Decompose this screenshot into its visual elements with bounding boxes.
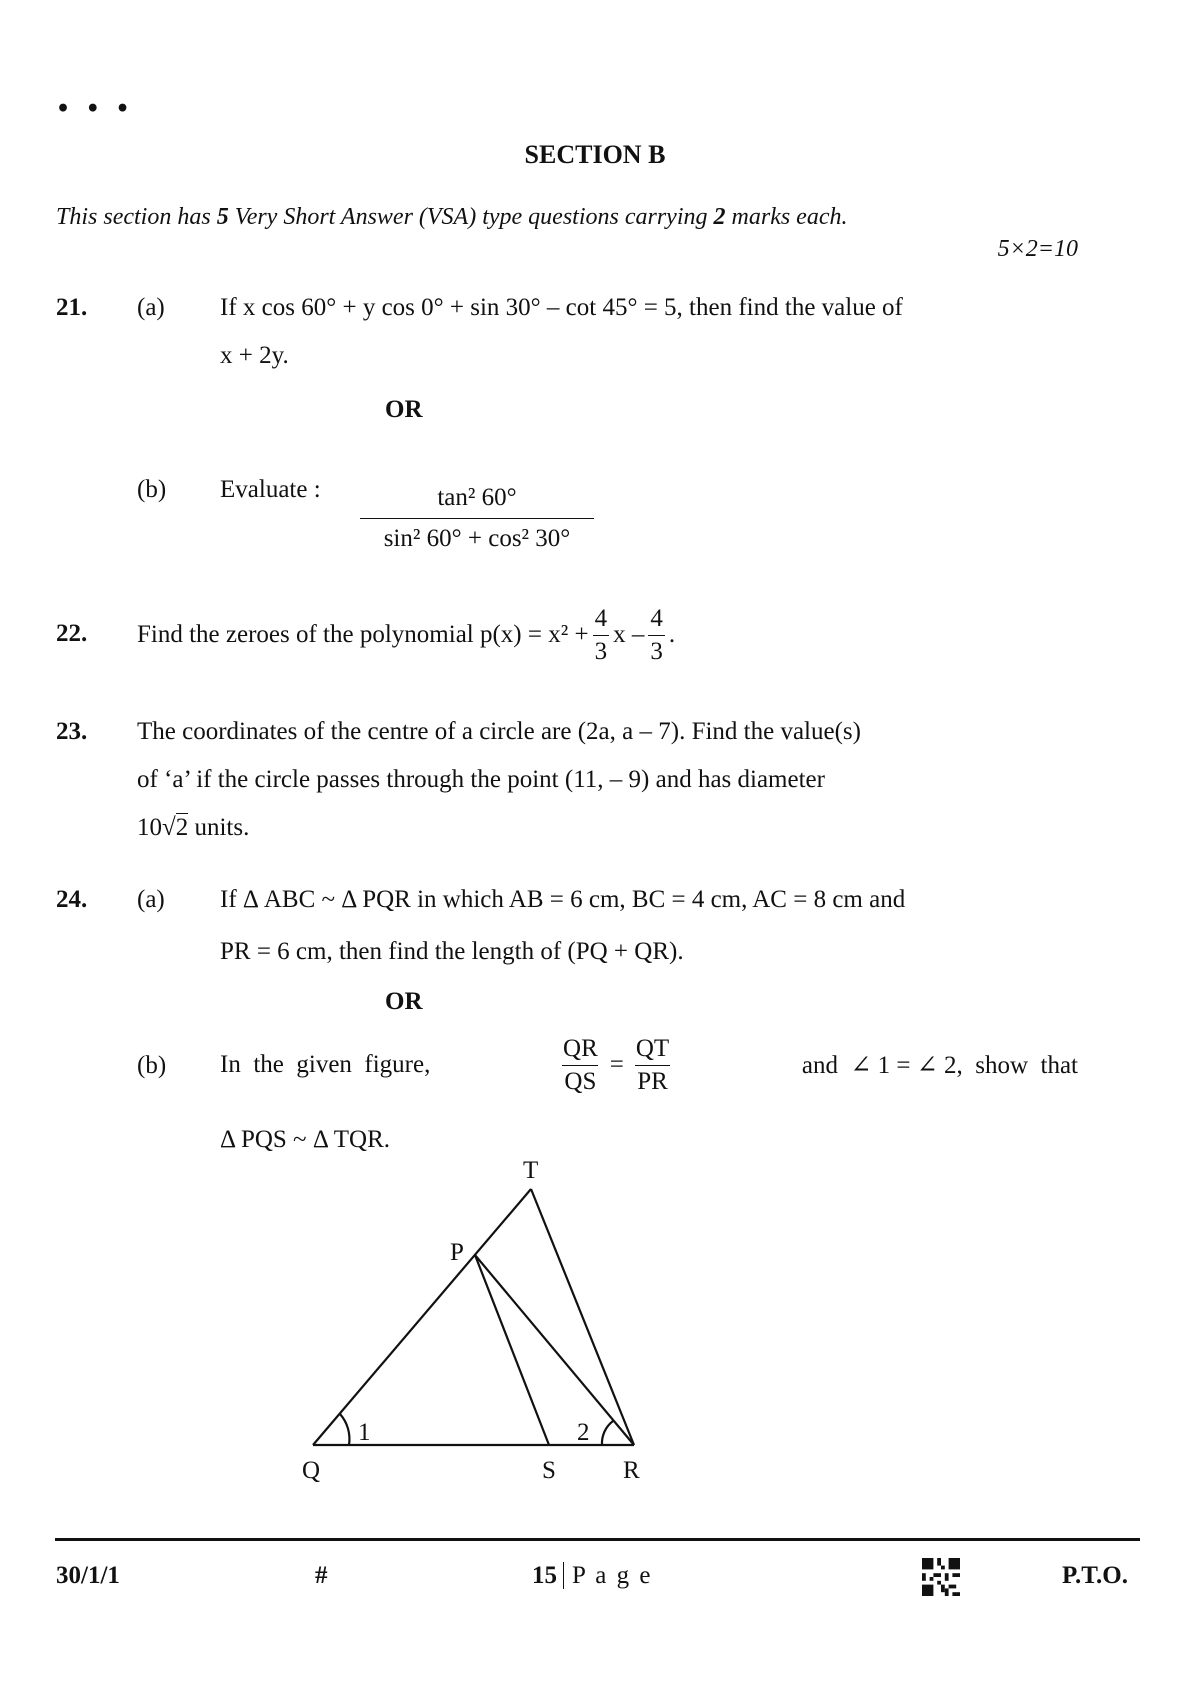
sqrt-icon: √ (162, 814, 176, 841)
question-24b-line1 (220, 1030, 1078, 1100)
q22-prefix: Find the zeroes of the polynomial p(x) = x² + (137, 621, 589, 648)
line-tr (531, 1189, 634, 1445)
question-21a-line1: If x cos 60° + y cos 0° + sin 30° – cot 45° = 5, then find the value of (220, 294, 903, 321)
numerator: QT (635, 1034, 670, 1062)
question-23-line3 (137, 804, 249, 852)
angle-2-arc (602, 1421, 613, 1445)
denominator: QS (562, 1065, 598, 1096)
coefficient: 10 (137, 814, 162, 841)
numerator: 4 (650, 604, 663, 632)
dots-marker: • • • (56, 96, 134, 122)
question-24a-line1: If Δ ABC ~ Δ PQR in which AB = 6 cm, BC = 4 cm, AC = 8 cm and (220, 886, 906, 913)
line-ps (475, 1255, 549, 1445)
numerator: tan² 60° (437, 484, 517, 511)
radicand: 2 (175, 814, 189, 841)
qr-code-icon (922, 1558, 960, 1596)
part-label-24a: (a) (137, 886, 165, 913)
evaluate-label: Evaluate : (220, 476, 321, 503)
question-24b-line2: Δ PQS ~ Δ TQR. (220, 1126, 391, 1153)
fraction-4-3 (648, 605, 665, 666)
part-label-24b: (b) (137, 1052, 167, 1079)
question-22-text (137, 605, 675, 665)
equals-sign: = (609, 1051, 624, 1078)
label-q: Q (302, 1457, 321, 1484)
page-number: 15 (532, 1562, 557, 1589)
q22-mid: x – (613, 621, 645, 648)
label-r: R (623, 1457, 640, 1484)
label-s: S (542, 1457, 556, 1484)
q24b-pre: In the given figure, (220, 1051, 431, 1078)
fraction-21b (360, 484, 594, 553)
hash-mark: # (315, 1562, 328, 1589)
section-instructions: This section has 5 Very Short Answer (VSA) type questions carrying 2 marks each. (56, 204, 848, 230)
denominator: 3 (648, 635, 665, 666)
question-24a-line2: PR = 6 cm, then find the length of (PQ + QR). (220, 938, 684, 965)
pto-marker: P.T.O. (1062, 1562, 1128, 1589)
total-marks: 5×2=10 (997, 236, 1078, 262)
or-divider-24: OR (385, 988, 423, 1015)
question-21a-line2: x + 2y. (220, 342, 289, 369)
q22-end: . (668, 621, 676, 648)
angle-label-1: 1 (358, 1419, 371, 1446)
question-number-21: 21. (56, 294, 88, 321)
question-23-line1: The coordinates of the centre of a circle are (2a, a – 7). Find the value(s) (137, 718, 861, 745)
denominator: 3 (593, 635, 610, 666)
denominator: sin² 60° + cos² 30° (360, 518, 594, 553)
part-label-21b: (b) (137, 476, 167, 503)
units-text: units. (188, 814, 250, 841)
numerator: 4 (594, 604, 608, 632)
q24b-post: and ∠ 1 = ∠ 2, show that (801, 1052, 1078, 1079)
paper-code: 30/1/1 (56, 1562, 120, 1589)
question-number-24: 24. (56, 886, 88, 913)
fraction-4-3 (593, 605, 610, 666)
or-divider-21: OR (385, 396, 423, 423)
ratio-equation (561, 1035, 671, 1096)
section-title: SECTION B (524, 140, 666, 169)
triangle-figure (280, 1150, 680, 1490)
footer-rule (55, 1538, 1140, 1541)
denominator: PR (635, 1065, 670, 1096)
question-23-line2: of ‘a’ if the circle passes through the point (11, – 9) and has diameter (137, 766, 825, 793)
part-label-21a: (a) (137, 294, 165, 321)
fraction-qr-qs (561, 1035, 600, 1096)
fraction-qt-pr (634, 1035, 671, 1096)
angle-label-2: 2 (577, 1419, 590, 1446)
question-number-22: 22. (56, 620, 88, 647)
label-t: T (523, 1157, 539, 1184)
page-indicator (532, 1562, 652, 1590)
label-p: P (450, 1239, 464, 1266)
page-label: P a g e (563, 1562, 652, 1589)
line-pr (475, 1255, 634, 1445)
numerator: QR (563, 1034, 598, 1062)
question-number-23: 23. (56, 718, 88, 745)
angle-1-arc (340, 1414, 349, 1445)
